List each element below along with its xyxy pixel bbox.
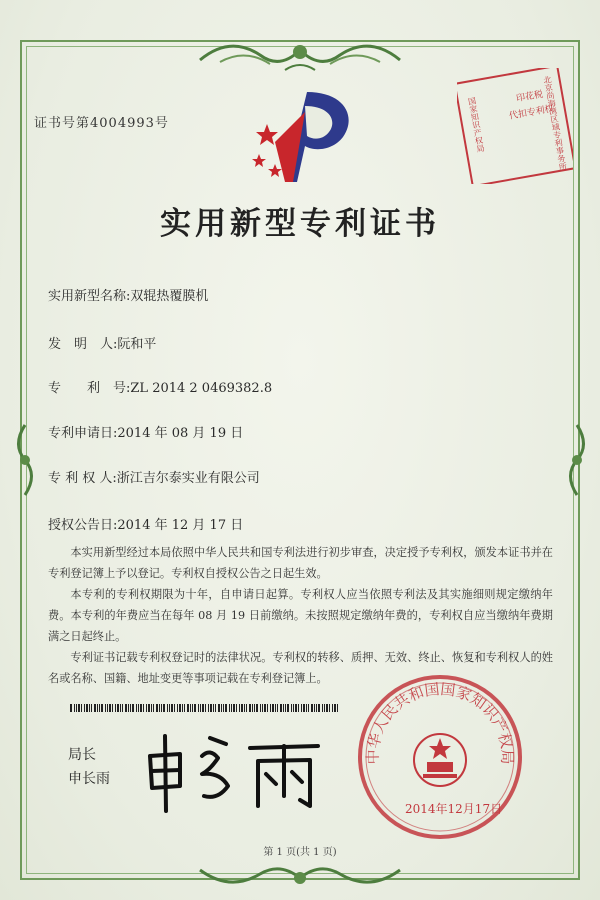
body-paragraph: 专利证书记载专利权登记时的法律状况。专利权的转移、质押、无效、终止、恢复和专利权人的姓名或名称、国籍、地址变更等事项记载在专利登记簿上。 (48, 651, 553, 685)
top-ornament (190, 30, 410, 80)
field-label: 专利申请日: (48, 426, 118, 441)
right-ornament (562, 420, 592, 500)
certificate-body (48, 542, 553, 689)
page-number: 第 1 页(共 1 页) (263, 847, 337, 858)
field-inventor (48, 333, 156, 352)
field-patentee (48, 467, 260, 486)
barcode (70, 704, 338, 712)
field-value: 阮和平 (117, 337, 157, 352)
field-utility-model-name (48, 285, 208, 304)
field-value: ZL 2014 2 0469382.8 (130, 381, 273, 396)
body-paragraph: 本专利的专利权期限为十年，自申请日起算。专利权人应当依照专利法及其实施细则规定缴纳年费。本专利的年费应当在每年 08 月 19 日前缴纳。未按照规定缴纳年费的，专利权自应当缴纳年费期满之日起终止。 (48, 588, 553, 643)
tax-stamp (457, 68, 573, 184)
national-emblem-icon (414, 734, 466, 786)
stamp-line-2: 印花税 (515, 89, 544, 105)
stamp-line-1: 北京尚海湾区域专利事务所 (542, 74, 568, 172)
chief-title: 局长 (68, 747, 96, 763)
field-application-date (48, 422, 243, 441)
field-value: 2014 年 08 月 19 日 (117, 426, 244, 441)
field-label: 发 明 人: (48, 337, 118, 352)
body-paragraph: 本实用新型经过本局依照中华人民共和国专利法进行初步审查，决定授予专利权，颁发本证书并在专利登记簿上予以登记。专利权自授权公告之日起生效。 (48, 546, 553, 580)
chief-name: 申长雨 (68, 771, 110, 787)
left-ornament (10, 420, 40, 500)
signature (140, 726, 330, 816)
bottom-ornament (190, 860, 410, 896)
field-patent-number (48, 377, 272, 396)
field-label: 专 利 权 人: (48, 471, 117, 486)
stamp-line-3: 代扣专利权 (508, 104, 555, 122)
field-grant-date (48, 514, 243, 533)
seal-date: 2014年12月17日 (405, 802, 503, 816)
certificate-number: 证书号第4004993号 (34, 116, 169, 131)
field-value: 浙江吉尔泰实业有限公司 (116, 471, 260, 486)
field-label: 专 利 号: (48, 381, 131, 396)
field-value: 双辊热覆膜机 (130, 289, 209, 304)
stamp-line-4: 国家知识产权局 (466, 96, 486, 154)
field-label: 授权公告日: (48, 518, 118, 533)
field-value: 2014 年 12 月 17 日 (117, 518, 244, 533)
field-label: 实用新型名称: (48, 289, 131, 304)
sipo-logo-icon (245, 82, 365, 192)
seal-text: 中华人民共和国国家知识产权局 (363, 680, 517, 765)
certificate-title: 实用新型专利证书 (160, 206, 440, 242)
